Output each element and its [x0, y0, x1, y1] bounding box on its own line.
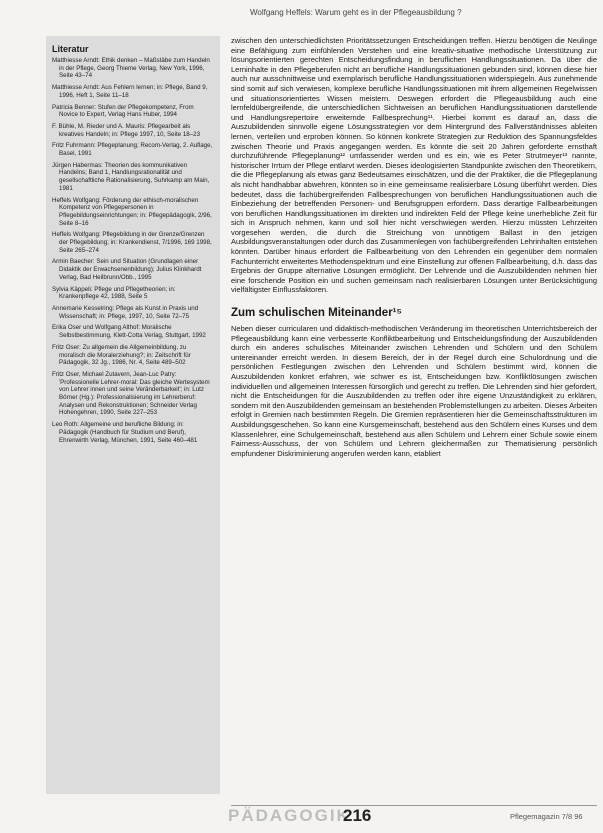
reference-item: Patricia Benner: Stufen der Pflegekompetenz, From Novice to Expert, Verlag Hans Huber, 1994 [52, 103, 194, 119]
reference-item: Jürgen Habermas: Theorien des kommunikativen Handelns; Band 1, Handlungsrationalität und gesellschaftliche Rationalisierung, Suhrkamp am Main, 1981 [52, 161, 210, 192]
issue-label: Pflegemagazin 7/8 96 [510, 812, 583, 821]
reference-item: Matthiesse Arndt: Ethik denken – Maßstäbe zum Handeln in der Pflege, Georg Thieme Verlag, New York, 1996, Seite 43–74 [52, 57, 210, 80]
reference-item: Fritz Oser: Zu allgemein die Allgemeinbildung, zu moralisch die Moralerziehung?; in: Zeitschrift für Pädagogik, 32 Jg., 1986, Nr. 4, Seite 489–502 [52, 343, 191, 367]
reference-item: Leo Roth: Allgemeine und berufliche Bildung; in: Pädagogik (Handbuch für Studium und Beruf), Ehrenwirth Verlag, München, 1991, Seite 460–481 [52, 421, 198, 444]
literature-sidebar [46, 36, 220, 794]
body-paragraph: Neben dieser curricularen und didaktisch-methodischen Veränderung im theoretischen Unterrichtsbereich der Pflegeausbildung kann eine verbesserte Konfliktbearbeitung und Entscheidungsfindung der Auszubildenden durch ein anderes schulisches Miteinander zwischen Lehrenden und Schülern und den Schülern untereinander erreicht werden. In diesem Bereich, der in der Regel durch eine Schulordnung und die persönlichen Festlegungen zwischen den Lehrenden und Schülern bestimmt wird, können die Auszubildenden konkret erfahren, wie schwer es ist, Entscheidungen bzw. Konfliktlösungen zwischen individuellen und allgemeinen Interessen fürsorglich und gerecht zu treffen. Die Lehrenden sind hier gefordert, nicht die Entscheidungen für die Auszubildenden zu treffen oder ihre eigene Unzuständigkeit zu erklären, sondern mit den Auszubildenden gemeinsam an bestehenden Problemstellungen zu arbeiten. Dieses Arbeiten erfolgt in Gremien nach bestimmten Regeln. Die Gremien repräsentieren hier die Gemeinschaftsstrukturen im Ausbildungsgeschehen. So kann eine Kursgemeinschaft, bestehend aus den Schülern eines Kurses und dem Klassenlehrer, eine Schulgemeinschaft, bestehend aus allen Schülern und Lehrern einer Schule sowie einem Fairness-Ausschuss, der von Schülern und Lehrern gleichermaßen zur Thematisierung persönlich empfundener Diskriminierung angerufen werden kann, etabliert [231, 324, 597, 458]
body-text-top [231, 36, 597, 295]
reference-item: Matthiesse Arndt: Aus Fehlern lernen; in: Pflege, Band 9, 1996, Heft 1, Seite 11–18 [52, 84, 208, 99]
reference-item: Annemarie Kesselring: Pflege als Kunst in Praxis und Wissenschaft; in: Pflege, 1997, 10, Seite 72–75 [52, 304, 199, 320]
magazine-logo: PÄDAGOGIK [228, 806, 351, 825]
reference-item: Heffels Wolfgang: Förderung der ethisch-moralischen Kompetenz von Pflegepersonen in Pflegebildungseinrichtungen; in: Pflegepädagogik, 2/96, Seite 8–16 [52, 196, 212, 227]
body-paragraph: zwischen den unterschiedlichsten Prioritätssetzungen Entscheidungen treffen. Hierzu benötigen die Neulinge eine Befähigung zum einfühlenden Verstehen und eine kreativ-situative methodische Unterstützung zur lösungsorientierten gerechten Entscheidungsfindung in beruflichen Handlungssituationen. Da über die Lerninhalte in den Pflegeberufen nicht an berufliche Handlungssituationen gebunden sind, können diese hier auch nur ausschnittweise und exemplarisch berufliche Handlungssituationen widerspiegeln. Aus zunehmende sind somit auf sich verwiesen, komplexe berufliche Handlungssituationen mit ihrem allgemeinen Regelwissen und situationsorientiertes Wissen meistern. Deswegen erfordert die Pflegeausbildung auch eine lernfeldübergreifende, die unterschiedlichen Sichtweisen an beruflichen Handlungssituationen darstellende und Handlungsrepertoire erweiternde Fallbesprechung¹¹. Hierbei kommt es darauf an, dass die Auszubildenden sinnvolle eigene Lösungsstrategien vor dem Hintergrund des Fallverständnisses ableiten lernen, verteilen und erproben können. So können konkrete Strategien zur Reduktion des Spannungsfeldes zwischen Theorie und Praxis angegangen werden. Es könnte die seit 20 Jahren geforderte ernsthaft durchzuführende Pflegeplanung¹² umfassender werden und es ein, wie es Peter Strutmeyer¹³ nannte, historischer Irrtum der Pflege entlarvt werden. Dieses ideologisierten Standpunkte zwischen den Theoretikern, die die Pflegeplanung als etwas ganz Bedeutsames einschätzen, und die der Praktiker, die die Pflegeplanung als nicht handhabbar abwehren, könnten so in eine gemeinsame realisierbare Lösung überführt werden. Dies bedeutet, dass die fachübergreifenden Fallbesprechungen von beruflichen Handlungssituationen auch die Einbeziehung der betreffenden Personen- und Berufsgruppen erfordern. Dass derartige Fallbearbeitungen von beruflichen Handlungssituationen im direkten und indirekten Feld der Pflege keine unerhebliche Zeit für sich in Anspruch nehmen, kann und soll hier nicht verschwiegen werden. Hierzu müssten Lehrzeiten vorgesehen werden, die durch die Streichung von unnötigem Ballast in den jetzigen Ausbildungsveranstaltungen oder durch das Zusammenlegen von fachübergreifenden Lehrinhalten entstehen könnten. Darüber hinaus erfordert die Fallbearbeitung von den Lehrenden ein gegenüber dem normalen Fachunterricht erweitertes Methodenspektrum und eine Einstellung zur offenen Fallbearbeitung, d.h. dass das Ergebnis der Gruppe alternative Lösungen ermöglicht. Der Lehrende und die Auszubildenden nehmen hier eine forschende Position ein und suchen gemeinsam nach realisierbaren Lösungen unter Berücksichtigung vielfältigster Einflussfaktoren. [231, 36, 597, 295]
reference-item: Fritz Fuhrmann: Pflegeplanung; Recom-Verlag, 2. Auflage, Basel, 1991 [52, 142, 213, 158]
sidebar-title: Literatur [52, 44, 89, 54]
reference-item: Armin Baecher: Sein und Situation (Grundlagen einer Didaktik der Erwachsenenbildung); Julius Klinkhardt Verlag, Bad Heilbrunn/Obb., 1995 [52, 258, 202, 281]
reference-item: Heffels Wolfgang: Pflegebildung in der Grenze/Grenzen der Pflegebildung; in: Krankendienst, 7/1996, 169 1998, Seite 265–274 [52, 231, 212, 254]
reference-item: Sylvia Käppeli: Pflege und Pflegetheorien; in: Krankenpflege 42, 1988, Seite 5 [52, 285, 176, 301]
page-footer [0, 806, 603, 828]
section-heading: Zum schulischen Miteinander¹⁵ [231, 307, 402, 320]
main-text-column [231, 36, 597, 788]
running-head: Wolfgang Heffels: Warum geht es in der Pflegeausbildung ? [250, 8, 462, 17]
body-text-bottom [231, 324, 597, 458]
reference-item: Fritz Oser, Michael Zutavern, Jean-Luc Patry: 'Professionelle Lehrer-moral: Das gleiche Wertesystem von Lehrer innen und seine Veränderbarkeit'; in: Lutz Börner (Hg.): Professionalisierung im Lehrerberuf: Analysen und Rekonstruktionen; Schneider Verlag Hohengehren, 1990, Seite 227–253 [52, 370, 210, 417]
reference-list [46, 57, 220, 444]
reference-item: Erika Oser und Wolfgang Althof: Moralische Selbstbestimmung, Klett-Cotta Verlag, Stuttgart, 1992 [52, 324, 206, 340]
page-number: 216 [343, 806, 372, 825]
reference-item: F. Bühle, M. Rieder und A. Mauris: Pflegearbeit als kreatives Handeln; in: Pflege 1997, 10, Seite 18–23 [52, 122, 201, 138]
